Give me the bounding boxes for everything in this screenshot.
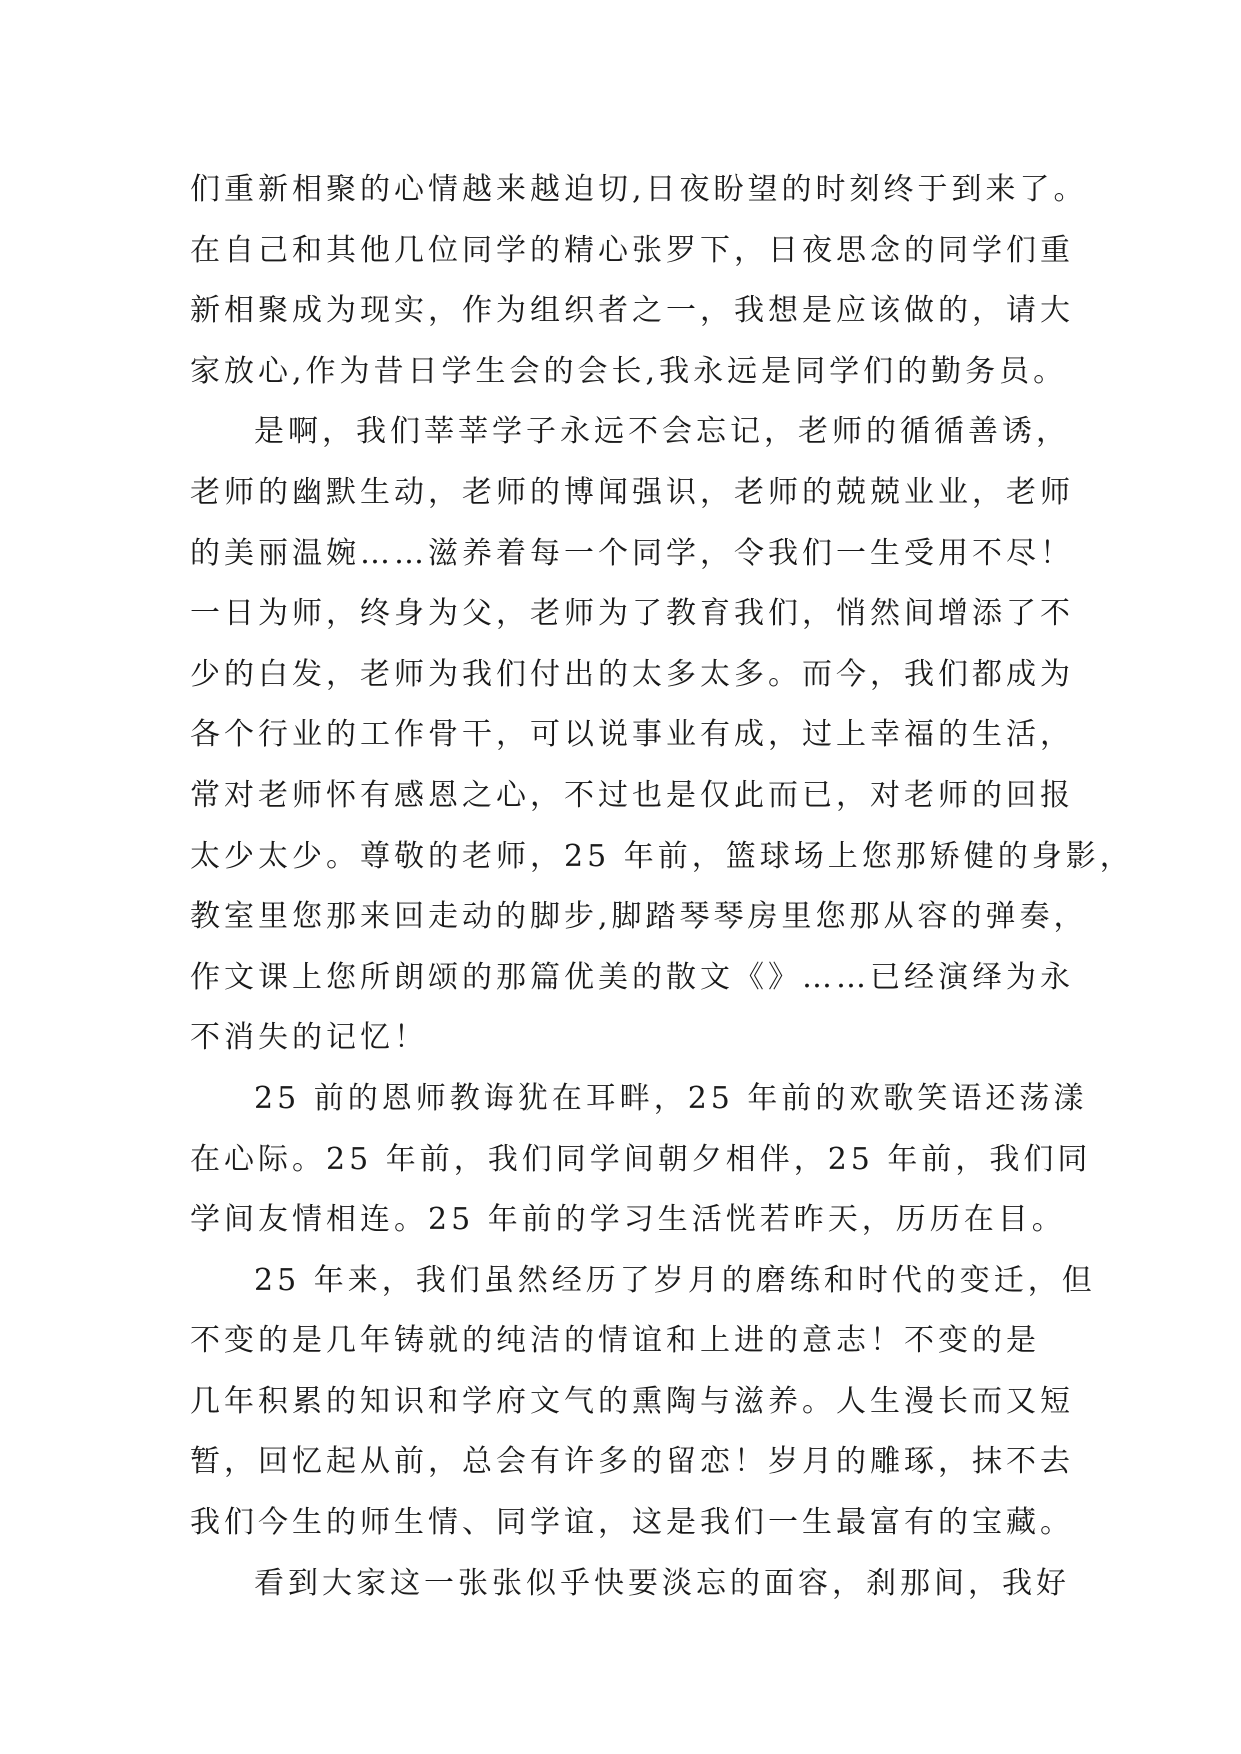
text-line: 几年积累的知识和学府文气的熏陶与滋养。人生漫长而又短 (190, 1383, 1074, 1419)
text-line: 新相聚成为现实，作为组织者之一，我想是应该做的，请大 (190, 293, 1074, 329)
text-line: 看到大家这一张张似乎快要淡忘的面容，刹那间，我好 (254, 1565, 1070, 1601)
text-line: 学间友情相连。25 年前的学习生活恍若昨天，历历在目。 (190, 1202, 1066, 1238)
text-line: 常对老师怀有感恩之心，不过也是仅此而已，对老师的回报 (190, 777, 1074, 813)
text-line: 暂，回忆起从前，总会有许多的留恋！岁月的雕琢，抹不去 (190, 1444, 1074, 1480)
text-line: 的美丽温婉……滋养着每一个同学，令我们一生受用不尽！ (190, 535, 1074, 571)
text-line: 25 年来，我们虽然经历了岁月的磨练和时代的变迁，但 (254, 1262, 1096, 1298)
text-line: 是啊，我们莘莘学子永远不会忘记，老师的循循善诱， (254, 414, 1070, 450)
text-line: 们重新相聚的心情越来越迫切,日夜盼望的时刻终于到来了。 (190, 172, 1088, 207)
text-line: 太少太少。尊敬的老师，25 年前，篮球场上您那矫健的身影， (190, 838, 1134, 874)
text-line: 作文课上您所朗颂的那篇优美的散文《》……已经演绎为永 (190, 959, 1074, 995)
text-line: 各个行业的工作骨干，可以说事业有成，过上幸福的生活， (190, 717, 1074, 753)
text-line: 不消失的记忆！ (190, 1020, 428, 1056)
text-line: 在自己和其他几位同学的精心张罗下，日夜思念的同学们重 (190, 232, 1074, 268)
text-line: 少的白发，老师为我们付出的太多太多。而今，我们都成为 (190, 656, 1074, 692)
text-line: 家放心,作为昔日学生会的会长,我永远是同学们的勤务员。 (190, 353, 1068, 389)
text-line: 在心际。25 年前，我们同学间朝夕相伴，25 年前，我们同 (190, 1141, 1092, 1177)
text-line: 25 前的恩师教诲犹在耳畔，25 年前的欢歌笑语还荡漾 (254, 1080, 1088, 1116)
text-line: 不变的是几年铸就的纯洁的情谊和上进的意志！不变的是 (190, 1323, 1040, 1359)
text-line: 一日为师，终身为父，老师为了教育我们，悄然间增添了不 (190, 596, 1074, 632)
body-text (190, 160, 1134, 1614)
text-line: 教室里您那来回走动的脚步,脚踏琴琴房里您那从容的弹奏， (190, 899, 1088, 935)
text-line: 老师的幽默生动，老师的博闻强识，老师的兢兢业业，老师 (190, 474, 1074, 510)
text-line: 我们今生的师生情、同学谊，这是我们一生最富有的宝藏。 (190, 1505, 1074, 1541)
